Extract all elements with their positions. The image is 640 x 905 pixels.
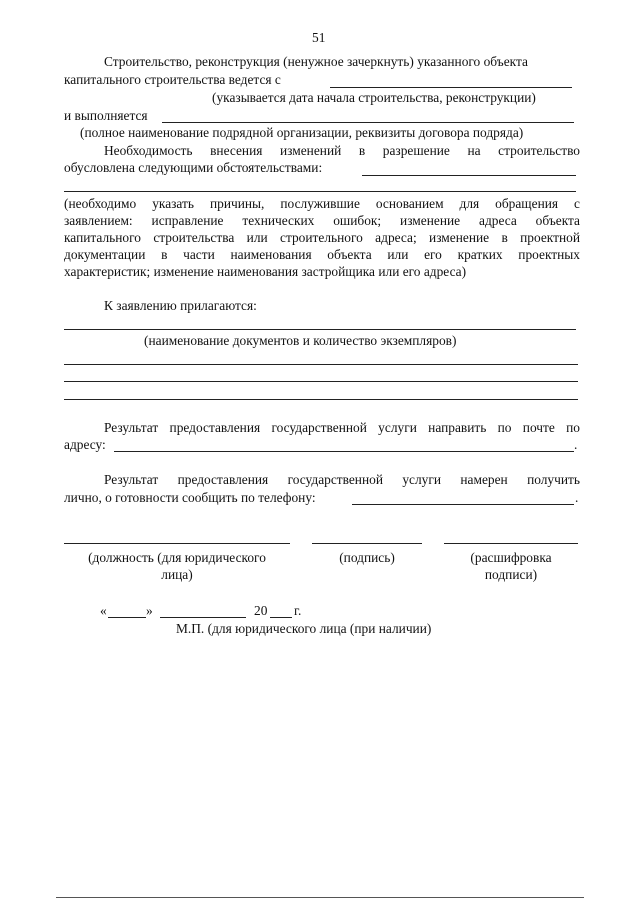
result-mail-line-2-prefix: адресу: xyxy=(64,437,106,452)
contractor-note: (полное наименование подрядной организации, реквизиты договора подряда) xyxy=(80,125,524,140)
date-year-prefix: 20 xyxy=(254,603,268,618)
stamp-note: М.П. (для юридического лица (при наличии) xyxy=(176,621,432,636)
date-day-field[interactable] xyxy=(108,617,146,618)
date-year-suffix: г. xyxy=(294,603,302,618)
construction-date-note: (указывается дата начала строительства, реконструкции) xyxy=(212,90,536,105)
changes-note-line-5: характеристик; изменение наименования застройщика или его адреса) xyxy=(64,264,467,279)
date-open-quote: « xyxy=(100,603,107,618)
position-field[interactable] xyxy=(64,543,290,544)
result-personal-line-2-prefix: лично, о готовности сообщить по телефону: xyxy=(64,490,316,505)
date-year-field[interactable] xyxy=(270,617,292,618)
attachments-field-3[interactable] xyxy=(64,381,578,382)
result-mail-line-1: Результат предоставления государственной услуги направить по почте по xyxy=(104,420,580,435)
phone-field[interactable] xyxy=(352,504,574,505)
date-month-field[interactable] xyxy=(160,617,246,618)
mail-address-field[interactable] xyxy=(114,451,574,452)
decode-label-line-1: (расшифровка xyxy=(470,550,552,565)
construction-line-2-prefix: капитального строительства ведется с xyxy=(64,72,281,87)
performed-by-prefix: и выполняется xyxy=(64,108,148,123)
attachments-field-2[interactable] xyxy=(64,364,578,365)
construction-line-1: Строительство, реконструкция (ненужное зачеркнуть) указанного объекта xyxy=(104,54,528,69)
changes-note-line-2: заявлением: исправление технических ошибок; изменение адреса объекта xyxy=(64,213,580,228)
position-label-line-1: (должность (для юридического xyxy=(88,550,266,565)
attachments-field-1[interactable] xyxy=(64,329,576,330)
page-number: 51 xyxy=(312,30,326,45)
signature-decode-field[interactable] xyxy=(444,543,578,544)
construction-start-date-field[interactable] xyxy=(330,87,572,88)
changes-line-1: Необходимость внесения изменений в разрешение на строительство xyxy=(104,143,580,158)
changes-line-2-prefix: обусловлена следующими обстоятельствами: xyxy=(64,160,323,175)
contractor-field[interactable] xyxy=(162,122,574,123)
attachments-field-4[interactable] xyxy=(64,399,578,400)
changes-reason-field-2[interactable] xyxy=(64,191,576,192)
bottom-page-rule xyxy=(56,897,584,898)
position-label-line-2: лица) xyxy=(161,567,193,582)
attachments-note: (наименование документов и количество экземпляров) xyxy=(144,333,457,348)
changes-reason-field-1[interactable] xyxy=(362,175,576,176)
decode-label-line-2: подписи) xyxy=(484,567,538,582)
changes-note-line-4: документации в части наименования объекта или его кратких проектных xyxy=(64,247,580,262)
attachments-heading: К заявлению прилагаются: xyxy=(104,298,257,313)
date-close-quote: » xyxy=(146,603,153,618)
signature-field[interactable] xyxy=(312,543,422,544)
signature-label: (подпись) xyxy=(339,550,395,565)
changes-note-line-1: (необходимо указать причины, послужившие основанием для обращения с xyxy=(64,196,580,211)
result-personal-line-1: Результат предоставления государственной услуги намерен получить xyxy=(104,472,580,487)
changes-note-line-3: капитального строительства или строительного адреса; изменение в проектной xyxy=(64,230,580,245)
